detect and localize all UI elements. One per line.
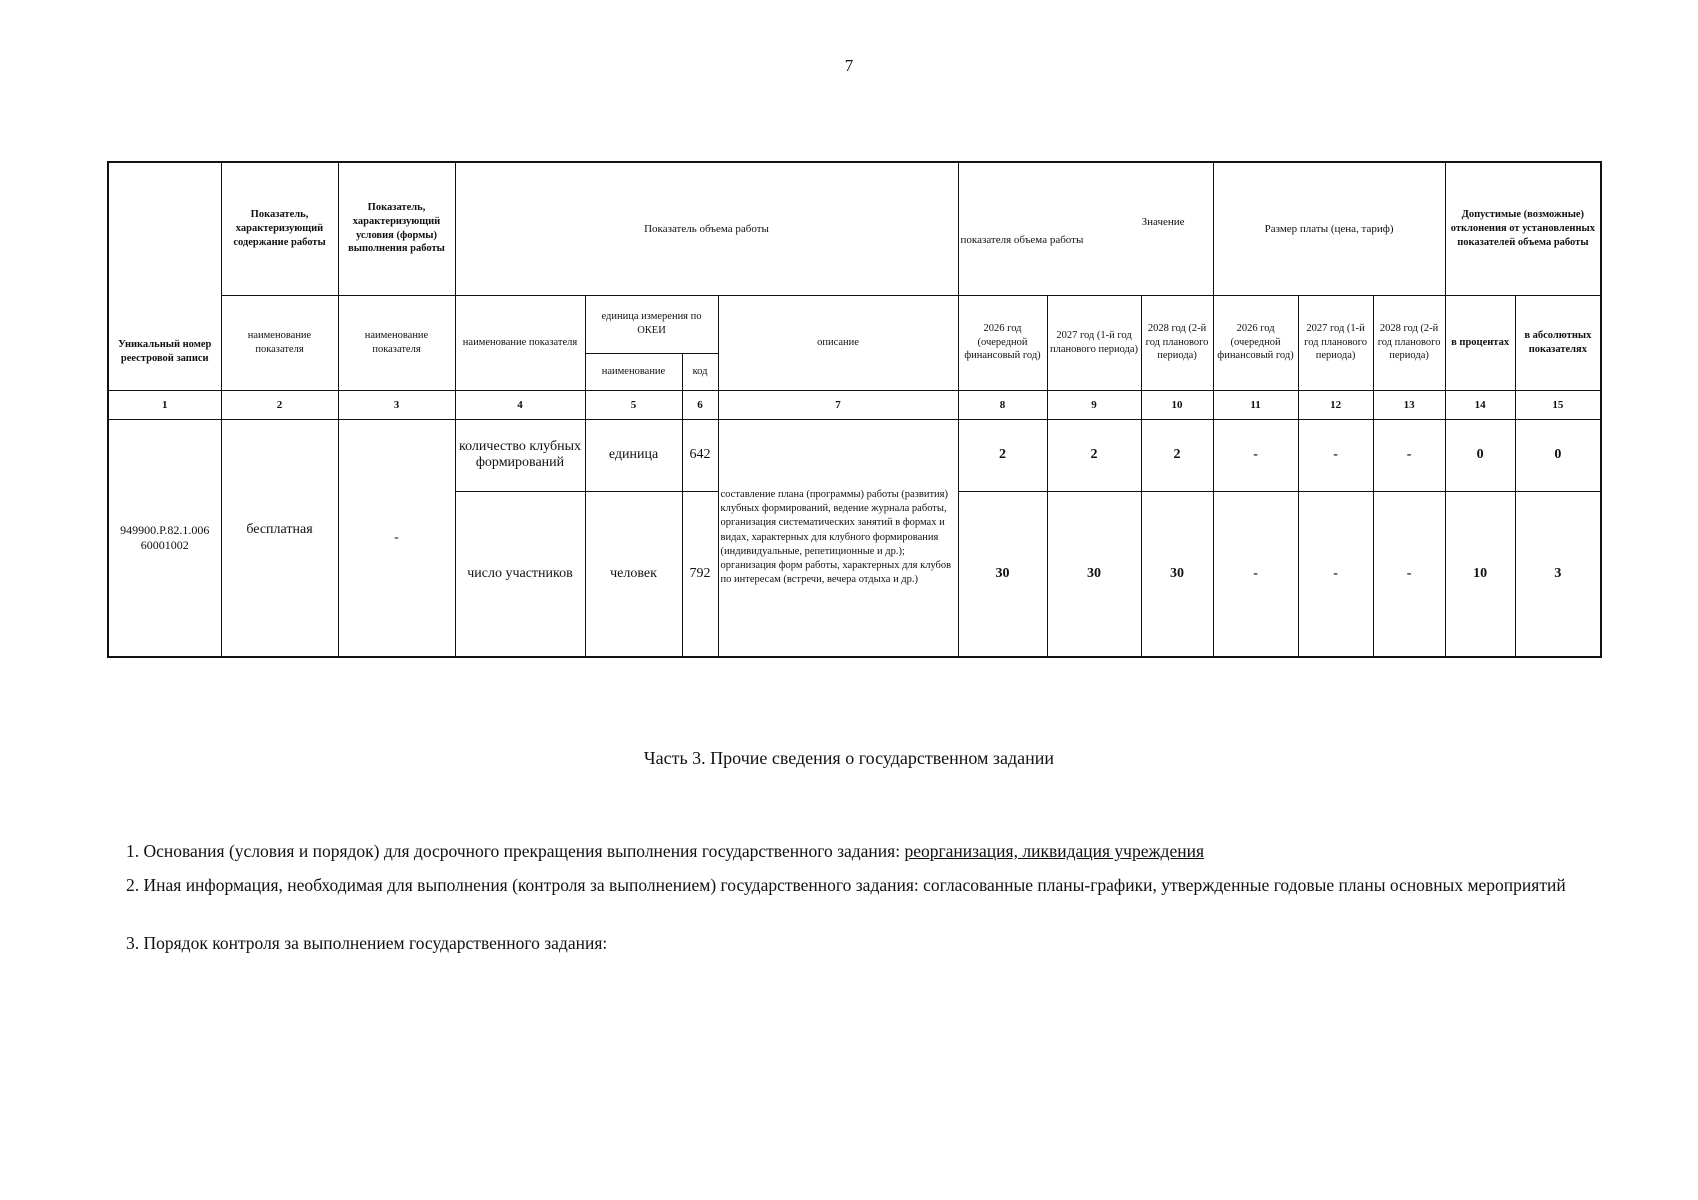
header-fee-2027: 2027 год (1-й год планового периода) (1298, 295, 1373, 390)
part3-item-1-value: реорганизация, ликвидация учреждения (904, 841, 1205, 861)
header-condition-indicator: Показатель, характеризующий условия (формы) выполнения работы (338, 162, 455, 295)
column-number: 4 (455, 390, 585, 419)
row-value-2026: 2 (958, 419, 1047, 491)
header-value-subtitle: показателя объема работы (960, 234, 1084, 246)
column-number: 12 (1298, 390, 1373, 419)
header-value-2027: 2027 год (1-й год планового периода) (1047, 295, 1141, 390)
part3-item-1-text: 1. Основания (условия и порядок) для досрочного прекращения выполнения государственного задания: (126, 841, 905, 861)
header-value-2026: 2026 год (очередной финансовый год) (958, 295, 1047, 390)
header-value-title: Значение (1141, 216, 1185, 228)
header-volume-indicator: Показатель объема работы (455, 162, 958, 295)
header-fee-2026: 2026 год (очередной финансовый год) (1213, 295, 1298, 390)
row-fee-2026: - (1213, 419, 1298, 491)
header-indicator-name-4: наименование показателя (455, 295, 585, 390)
header-absolute: в абсолютных показателях (1515, 295, 1601, 390)
row-fee-2028: - (1373, 419, 1445, 491)
row-fee-2028: - (1373, 491, 1445, 657)
row-value-2027: 30 (1047, 491, 1141, 657)
header-description: описание (718, 295, 958, 390)
column-number: 15 (1515, 390, 1601, 419)
column-numbers-row (108, 390, 1601, 419)
header-value (958, 162, 1213, 295)
column-number: 7 (718, 390, 958, 419)
row-deviation-absolute: 0 (1515, 419, 1601, 491)
part3-title: Часть 3. Прочие сведения о государственном задании (643, 748, 1055, 768)
header-deviations: Допустимые (возможные) отклонения от установленных показателей объема работы (1445, 162, 1601, 295)
row-deviation-percent: 0 (1445, 419, 1515, 491)
row-code: 642 (682, 419, 718, 491)
row-fee-2026: - (1213, 491, 1298, 657)
row-value-2027: 2 (1047, 419, 1141, 491)
row-value-2028: 30 (1141, 491, 1213, 657)
row-value-2026: 30 (958, 491, 1047, 657)
work-volume-table (107, 161, 1602, 658)
column-number: 1 (108, 390, 221, 419)
column-number: 14 (1445, 390, 1515, 419)
column-number: 8 (958, 390, 1047, 419)
row-fee-2027: - (1298, 419, 1373, 491)
column-number: 10 (1141, 390, 1213, 419)
row-deviation-absolute: 3 (1515, 491, 1601, 657)
part3-item-1 (126, 838, 1586, 864)
header-indicator-name-3: наименование показателя (338, 295, 455, 390)
column-number: 5 (585, 390, 682, 419)
column-number: 13 (1373, 390, 1445, 419)
row-code: 792 (682, 491, 718, 657)
record-description: составление плана (программы) работы (развития) клубных формирований, ведение журнала работы, организация систематических занятий в формах и видах, характерных для клубного формирования (индивидуальные, репетиционные и др.); организация форм работы, характерных для клубов по интересам (встречи, вечера отдыха и др.) (718, 419, 958, 657)
part3-item-2: 2. Иная информация, необходимая для выполнения (контроля за выполнением) государственного задания: согласованные планы-графики, утвержденные годовые планы основных мероприятий (126, 875, 1566, 895)
record-content: бесплатная (221, 419, 338, 657)
header-okei-code: код (682, 353, 718, 390)
column-number: 6 (682, 390, 718, 419)
row-unit: человек (585, 491, 682, 657)
part3-item-3: 3. Порядок контроля за выполнением государственного задания: (126, 933, 608, 953)
column-number: 11 (1213, 390, 1298, 419)
header-okei-unit: единица измерения по ОКЕИ (585, 295, 718, 353)
row-unit: единица (585, 419, 682, 491)
row-indicator: число участников (455, 491, 585, 657)
row-fee-2027: - (1298, 491, 1373, 657)
header-fee: Размер платы (цена, тариф) (1213, 162, 1445, 295)
column-number: 2 (221, 390, 338, 419)
header-fee-2028: 2028 год (2-й год планового периода) (1373, 295, 1445, 390)
row-deviation-percent: 10 (1445, 491, 1515, 657)
header-content-indicator: Показатель, характеризующий содержание работы (221, 162, 338, 295)
column-number: 3 (338, 390, 455, 419)
record-condition: - (338, 419, 455, 657)
header-value-2028: 2028 год (2-й год планового периода) (1141, 295, 1213, 390)
header-indicator-name-2: наименование показателя (221, 295, 338, 390)
row-value-2028: 2 (1141, 419, 1213, 491)
record-unique-number: 949900.Р.82.1.006 60001002 (108, 419, 221, 657)
page-number: 7 (844, 56, 854, 75)
header-unique-number: Уникальный номер реестровой записи (108, 162, 221, 390)
row-indicator: количество клубных формирований (455, 419, 585, 491)
column-number: 9 (1047, 390, 1141, 419)
table-row (108, 419, 1601, 491)
header-okei-name: наименование (585, 353, 682, 390)
header-percent: в процентах (1445, 295, 1515, 390)
